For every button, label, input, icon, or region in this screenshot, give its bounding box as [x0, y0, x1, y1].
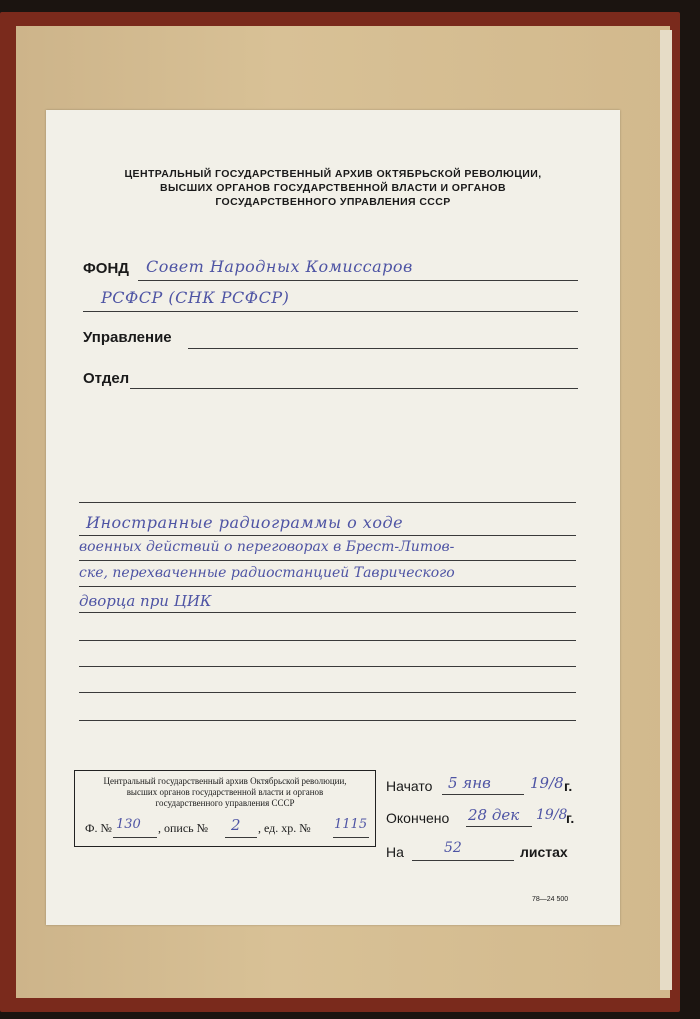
fond-rule-1	[138, 280, 578, 281]
description-rule-6	[79, 666, 576, 667]
stamp-ed-value: 1115	[334, 817, 368, 832]
upravlenie-field	[188, 348, 578, 349]
archive-header-line-3: ГОСУДАРСТВЕННОГО УПРАВЛЕНИЯ СССР	[215, 196, 451, 208]
upravlenie-label: Управление	[83, 329, 172, 346]
description-rule-1	[79, 535, 576, 536]
archive-header-line-2: ВЫСШИХ ОРГАНОВ ГОСУДАРСТВЕННОЙ ВЛАСТИ И ОРГАНОВ	[160, 182, 506, 194]
description-line-4: дворца при ЦИК	[79, 592, 212, 610]
otdel-label: Отдел	[83, 370, 130, 387]
description-rule-0	[79, 502, 576, 503]
end-year-value: 19/8	[536, 807, 568, 823]
sheets-value: 52	[444, 840, 462, 856]
fond-value-line-1: Совет Народных Комиссаров	[146, 257, 413, 276]
otdel-field	[130, 388, 578, 389]
sheets-suffix: листах	[520, 844, 568, 860]
description-rule-8	[79, 720, 576, 721]
stamp-opis-field	[225, 837, 257, 838]
end-date-label: Окончено	[386, 810, 450, 826]
end-year-suffix: г.	[566, 810, 575, 826]
description-rule-5	[79, 640, 576, 641]
description-rule-7	[79, 692, 576, 693]
start-year-suffix: г.	[564, 778, 573, 794]
print-code: 78—24 500	[532, 896, 569, 903]
fond-label: ФОНД	[83, 260, 129, 277]
end-date-field	[466, 826, 532, 827]
fond-rule-2	[83, 311, 578, 312]
stamp-fond-field	[113, 837, 157, 838]
folder-fold	[660, 30, 672, 990]
archive-stamp	[74, 770, 376, 847]
sheets-label: На	[386, 844, 404, 860]
sheets-field	[412, 860, 514, 861]
end-date-value: 28 дек	[468, 806, 520, 824]
start-year-value: 19/8	[530, 774, 564, 792]
stamp-line-3: государственного управления СССР	[155, 798, 295, 808]
fond-value-line-2: РСФСР (СНК РСФСР)	[101, 288, 290, 307]
archive-header-line-1: ЦЕНТРАЛЬНЫЙ ГОСУДАРСТВЕННЫЙ АРХИВ ОКТЯБРЬСКОЙ РЕВОЛЮЦИИ,	[124, 168, 542, 180]
description-rule-4	[79, 612, 576, 613]
stamp-ed-label: , ед. хр. №	[258, 821, 311, 835]
stamp-ed-field	[333, 837, 369, 838]
stamp-line-2: высших органов государственной власти и органов	[126, 787, 324, 797]
description-line-2: военных действий о переговорах в Брест-Литов-	[79, 539, 455, 555]
start-date-label: Начато	[386, 778, 433, 794]
stamp-fond-label: Ф. №	[85, 821, 112, 835]
archive-title-sheet	[46, 110, 620, 925]
description-line-3: ске, перехваченные радиостанцией Таврического	[79, 565, 455, 581]
start-date-field	[442, 794, 524, 795]
stamp-line-1: Центральный государственный архив Октябрьской революции,	[103, 776, 347, 786]
stamp-opis-label: , опись №	[158, 821, 209, 835]
stamp-opis-value: 2	[231, 816, 241, 834]
stamp-fond-value: 130	[116, 817, 141, 832]
description-line-1: Иностранные радиограммы о ходе	[86, 513, 404, 532]
description-rule-2	[79, 560, 576, 561]
start-date-value: 5 янв	[448, 774, 491, 792]
description-rule-3	[79, 586, 576, 587]
